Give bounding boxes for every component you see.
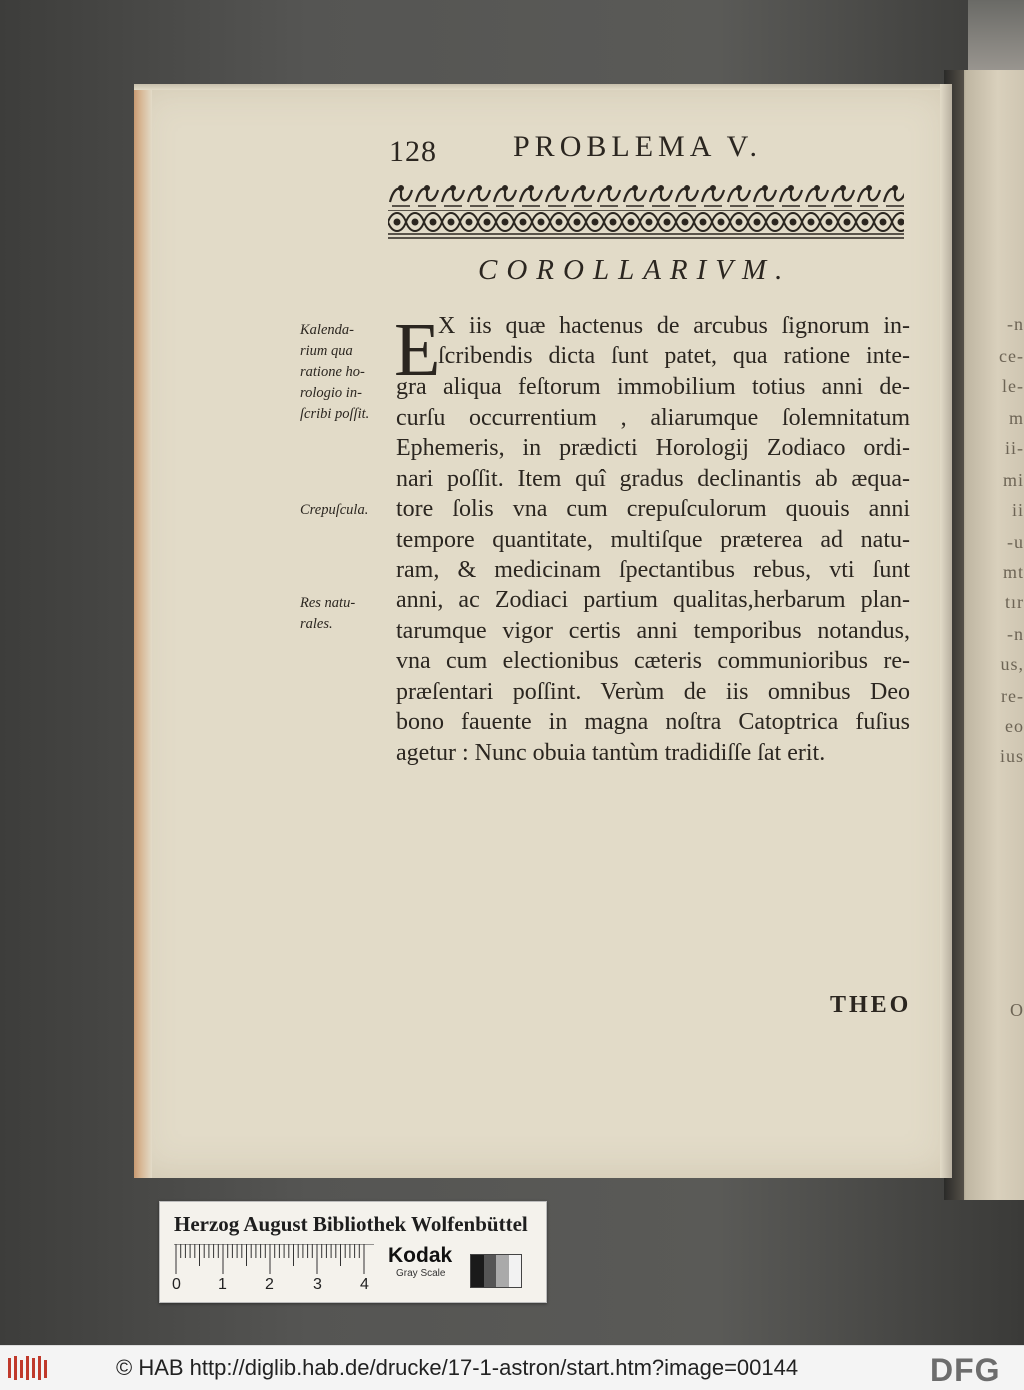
copyright-url[interactable]: © HAB http://diglib.hab.de/drucke/17-1-astron/start.htm?image=00144	[116, 1355, 799, 1380]
neighbor-fragment: re-	[1001, 686, 1024, 706]
section-title: COROLLARIVM.	[478, 254, 792, 286]
body-line: tore ſolis vna cum crepuſculorum quouis anni	[396, 496, 910, 522]
ornamental-headpiece	[388, 180, 904, 242]
neighbor-fragment: us,	[1000, 654, 1024, 674]
drop-cap: E	[394, 308, 441, 392]
neighbor-fragment: ius	[999, 746, 1024, 766]
page-edge-top	[134, 84, 952, 90]
body-line: Ephemeris, in prædicti Horologij Zodiaco ordi-	[396, 435, 910, 461]
neighbor-fragment: -n	[1007, 624, 1024, 644]
page-edge-right	[940, 84, 952, 1178]
neighbor-page-top	[968, 0, 1024, 72]
neighbor-fragment: O	[1010, 1000, 1024, 1020]
footer-bar	[0, 1345, 1024, 1390]
gray-patch	[509, 1255, 522, 1287]
neighbor-fragment: ii-	[1005, 438, 1024, 458]
body-line: tempore quantitate, multiſque præterea ad natu-	[396, 527, 910, 553]
neighbor-fragment: mi	[1002, 470, 1024, 490]
library-scale-label	[159, 1201, 547, 1303]
catchword: THEO	[830, 992, 912, 1018]
neighbor-fragment: ce-	[999, 346, 1024, 366]
library-name: Herzog August Bibliothek Wolfenbüttel	[174, 1212, 528, 1236]
body-line: gra aliqua feſtorum immobilium totius anni de-	[396, 374, 910, 400]
body-line: ſcribendis dicta ſunt patet, qua ratione inte-	[438, 343, 910, 369]
margin-note: ſcribi poſſit.	[300, 406, 370, 422]
page-number: 128	[389, 135, 437, 168]
margin-note: rologio in-	[300, 385, 362, 401]
kodak-subtitle: Gray Scale	[396, 1268, 446, 1279]
neighbor-fragment: -u	[1007, 532, 1024, 552]
ruler-number: 0	[172, 1276, 181, 1293]
margin-note: Res natu-	[300, 595, 356, 611]
ruler-number: 1	[218, 1276, 227, 1293]
ruler-number: 4	[360, 1276, 369, 1293]
gray-patch	[471, 1255, 484, 1287]
body-line: tarumque vigor certis anni temporibus notandus,	[396, 618, 910, 644]
body-line: ram, & medicinam ſpectantibus rebus, vti ſunt	[396, 557, 910, 583]
body-line: præſentari poſſint. Verùm de iis omnibus Deo	[396, 679, 910, 705]
body-line: curſu occurrentium , aliarumque ſolemnitatum	[396, 405, 910, 431]
margin-note: rium qua	[300, 343, 353, 359]
gray-scale-patches	[470, 1254, 522, 1288]
margin-note: ratione ho-	[300, 364, 365, 380]
hab-logo-icon	[6, 1354, 50, 1382]
margin-note: rales.	[300, 616, 333, 632]
margin-note: Crepuſcula.	[300, 502, 369, 518]
margin-note: Kalenda-	[300, 322, 354, 338]
neighbor-fragment: mt	[1002, 562, 1024, 582]
body-line: X iis quæ hactenus de arcubus ſignorum in-	[438, 313, 910, 339]
neighbor-fragment: m	[1008, 408, 1024, 428]
body-line: agetur : Nunc obuia tantùm tradidiſſe ſat erit.	[396, 740, 826, 766]
gray-patch	[496, 1255, 509, 1287]
kodak-logo: Kodak	[388, 1244, 453, 1267]
neighbor-fragment: -n	[1007, 314, 1024, 334]
page-edge-left	[134, 84, 152, 1178]
dfg-logo: DFG	[930, 1352, 1001, 1388]
ruler-number: 2	[265, 1276, 274, 1293]
neighbor-fragment: tır	[1005, 592, 1024, 612]
ruler-number: 3	[313, 1276, 322, 1293]
running-title: PROBLEMA V.	[513, 130, 762, 163]
neighbor-fragment: ii	[1011, 500, 1024, 520]
body-line: bono fauente in magna noſtra Catoptrica fuſius	[396, 709, 910, 735]
gray-patch	[484, 1255, 497, 1287]
neighbor-fragment: le-	[1002, 376, 1024, 396]
neighbor-page-text	[958, 70, 1024, 1200]
body-line: vna cum electionibus cæteris communioribus re-	[396, 648, 910, 674]
ruler-scale	[174, 1244, 374, 1278]
neighbor-page	[958, 70, 1024, 1200]
neighbor-fragment: eo	[1005, 716, 1024, 736]
body-line: nari poſſit. Item quî gradus declinantis ab æqua-	[396, 466, 910, 492]
body-line: anni, ac Zodiaci partium qualitas,herbarum plan-	[396, 587, 910, 613]
